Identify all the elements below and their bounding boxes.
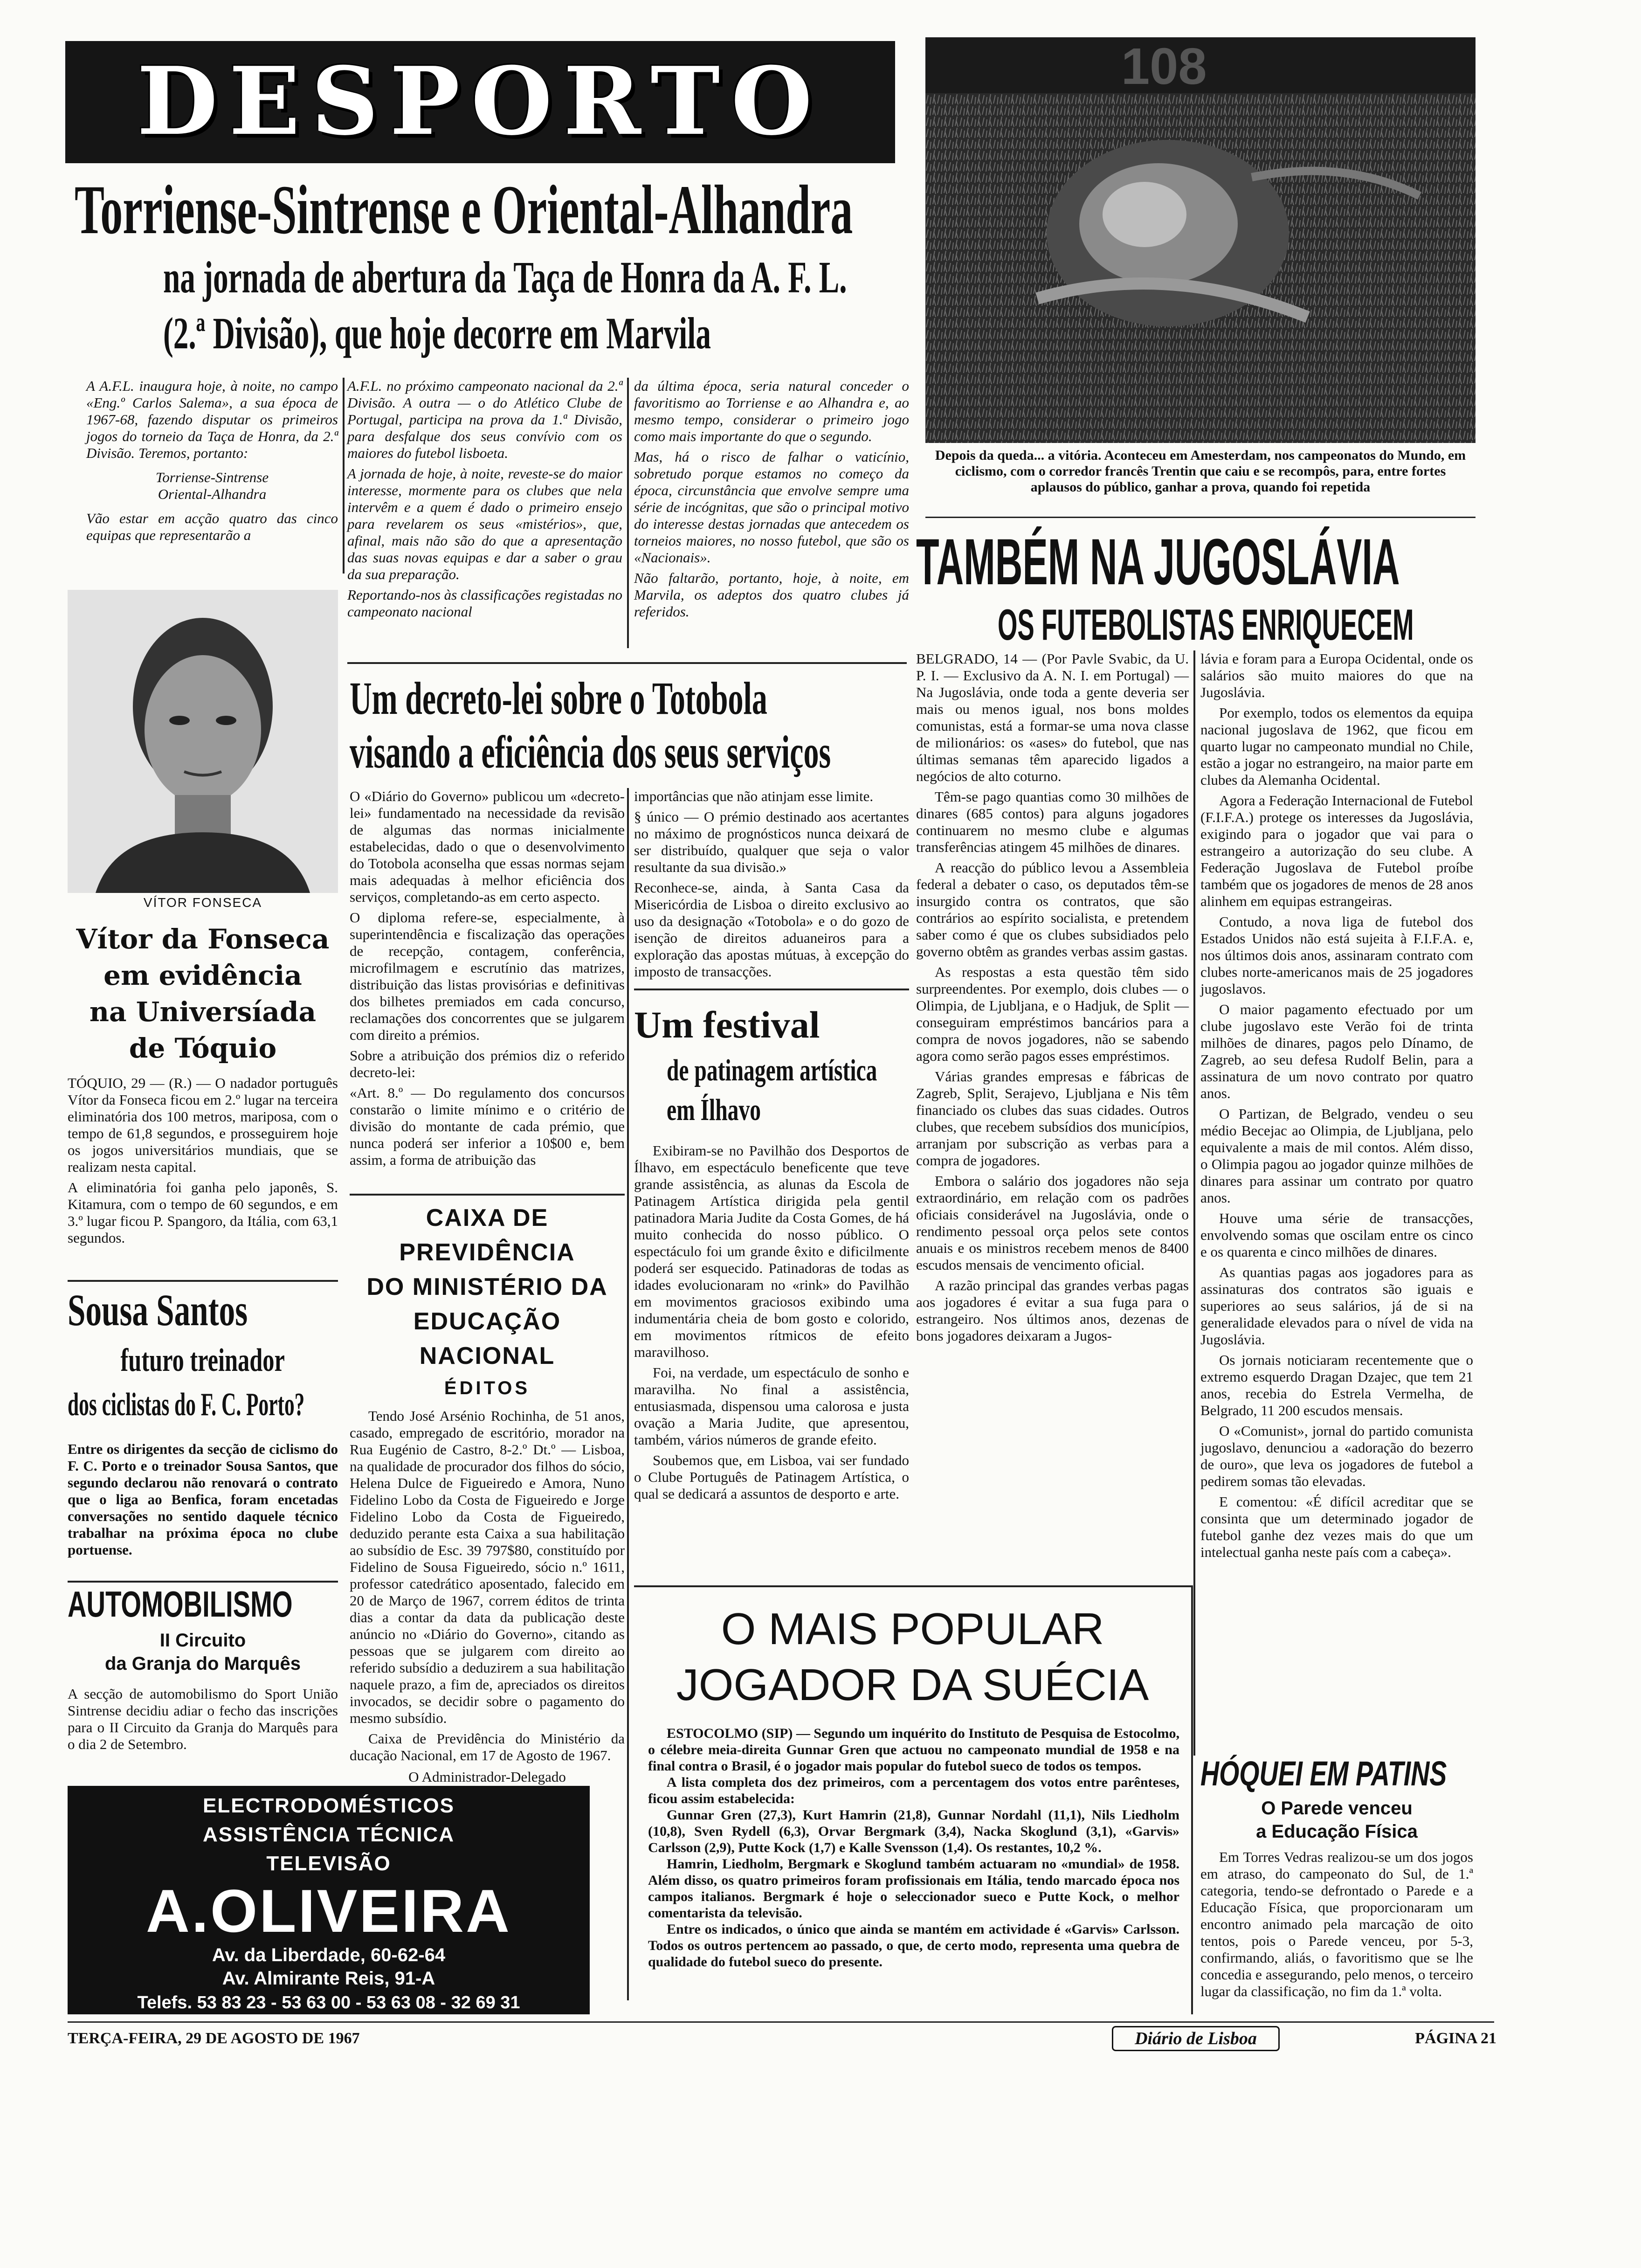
jugo-paragraph: O «Comunist», jornal do partido comunista jugoslavo, denunciou a «adoração do bezerro de ouro», que leva os jogadores de futebol a pedirem somas tão elevadas. — [1200, 1423, 1473, 1489]
lead-paragraph: A jornada de hoje, à noite, reveste-se do maior interesse, mormente para os clubes que nela intervêm e a quem é dado o primeiro ensejo para revelarem os seus «mistérios», que, afinal, mais não são do que a apresentação das suas novas equipas e dar a saber o grau da sua preparação. — [347, 465, 622, 582]
sousa-text: Entre os dirigentes da secção de ciclismo do F. C. Porto e o treinador Sousa Santos, que segundo declarou não renovará o contrato que o liga ao Benfica, foram encetadas conversações no sentido daquele técnico trabalhar na próxima época no clube portuense. — [68, 1441, 338, 1558]
ad-address-1: Av. da Liberdade, 60-62-64 — [212, 1945, 446, 1965]
lead-headline: Torriense-Sintrense e Oriental-Alhandra — [75, 171, 853, 249]
ad-address-2: Av. Almirante Reis, 91-A — [222, 1968, 435, 1989]
ad-telephones: Telefs. 53 83 23 - 53 63 00 - 53 63 08 - 32 69 31 — [137, 1993, 520, 2012]
totobola-column-1 — [350, 788, 625, 1198]
sousa-subtitle-2: dos ciclistas do F. C. Porto? — [68, 1387, 305, 1423]
lead-match-2: Oriental-Alhandra — [158, 486, 267, 502]
totobola-paragraph: «Art. 8.º — Do regulamento dos concursos constarão o limite mínimo e o critério de divisão do montante de cada prémio, que nunca poderá ser inferior a 10$00 e, bem assim, a forma de atribuição das — [350, 1085, 625, 1168]
ad-line-2: ASSISTÊNCIA TÉCNICA — [203, 1823, 455, 1846]
festival-paragraph: Foi, na verdade, um espectáculo de sonho e maravilha. No final a assistência, entusiasmada, dispensou uma calorosa e justa ovação a Maria Judite, que apresentou, também, vários números de grande efeito. — [634, 1364, 909, 1448]
jugo-subtitle: OS FUTEBOLISTAS ENRIQUECEM — [998, 600, 1414, 649]
totobola-title-1: Um decreto-lei sobre o Totobola — [350, 672, 767, 724]
totobola-column-2 — [634, 788, 909, 984]
caixa-title-2: DO MINISTÉRIO DA — [366, 1273, 608, 1300]
auto-title: AUTOMOBILISMO — [68, 1583, 293, 1625]
jugo-paragraph: E comentou: «É difícil acreditar que se consinta que um determinado jogador de futebol ganhe dez vezes mais do que um intelectual ganha neste país com a cabeça». — [1200, 1494, 1473, 1560]
sousa-title: Sousa Santos — [68, 1285, 248, 1335]
hoquei-subtitle-2: a Educação Física — [1256, 1821, 1418, 1842]
suecia-title-1: O MAIS POPULAR — [721, 1604, 1104, 1654]
lead-column-1 — [86, 378, 338, 574]
jugo-title: TAMBÉM NA JUGOSLÁVIA — [916, 525, 1400, 598]
lead-paragraph: da última época, seria natural conceder o favoritismo ao Torriense e ao Alhandra e, ao mesmo tempo, considerar o primeiro jogo como mais importante do que o segundo. — [634, 378, 909, 444]
jugo-paragraph: As quantias pagas aos jogadores para as assinaturas dos contratos são iguais e superiores ao seus salários, já de si na generalidade elevados para o nível de vida na Jugoslávia. — [1200, 1264, 1473, 1348]
suecia-paragraph: A lista completa dos dez primeiros, com a percentagem dos votos entre parênteses, ficou assim estabelecida: — [648, 1775, 1179, 1806]
portrait-image — [68, 590, 338, 893]
hoquei-subtitle-1: O Parede venceu — [1261, 1798, 1413, 1819]
lead-column-2 — [347, 378, 622, 648]
masthead-banner — [65, 41, 895, 163]
ad-line-1: ELECTRODOMÉSTICOS — [202, 1794, 455, 1817]
fonseca-photo-caption: VÍTOR FONSECA — [143, 895, 262, 910]
suecia-title-2: JOGADOR DA SUÉCIA — [676, 1660, 1149, 1710]
fonseca-photo — [68, 590, 338, 893]
hoquei-text: Em Torres Vedras realizou-se um dos jogos em atraso, do campeonato do Sul, de 1.ª categoria, tendo-se defrontado o Parede e a Educação Física, que proporcionaram um encontro animado pela marcação de oito tentos, pois o Parede venceu, por 5-3, confirmando, aliás, o favoritismo que se lhe concedia e assegurando, pelo menos, o terceiro lugar da classificação, no fim da 1.ª volta. — [1200, 1849, 1473, 1999]
lead-paragraph: A.F.L. no próximo campeonato nacional da 2.ª Divisão. A outra — o do Atlético Clube de Portugal, participa na prova da 1.ª Divisão, para desfalque dos seus convívio com os maiores do futebol lisboeta. — [347, 378, 622, 461]
jugo-paragraph: lávia e foram para a Europa Ocidental, onde os salários são muito maiores do que na Jugoslávia. — [1200, 650, 1473, 700]
totobola-paragraph: Sobre a atribuição dos prémios diz o referido decreto-lei: — [350, 1047, 625, 1080]
caixa-title-1: CAIXA DE PREVIDÊNCIA — [399, 1204, 575, 1266]
jugo-paragraph: Houve uma série de transacções, envolvendo somas que oscilam entre os cinco e os quarenta e cinco milhões de dinares. — [1200, 1210, 1473, 1260]
jugo-column-1 — [916, 650, 1189, 1583]
auto-subtitle-1: II Circuito — [159, 1630, 246, 1651]
lead-paragraph: Reportando-nos às classificações registadas no campeonato nacional — [347, 587, 622, 620]
festival-paragraph: Soubemos que, em Lisboa, vai ser fundado o Clube Português de Patinagem Artística, o qual se dedicará a assuntos de desporto e arte. — [634, 1452, 909, 1502]
jugo-paragraph: Têm-se pago quantias como 30 milhões de dinares (685 contos) para alguns jogadores continuarem no mesmo clube e algumas transferências atingem 45 milhões de dinares. — [916, 788, 1189, 855]
lead-match-1: Torriense-Sintrense — [155, 469, 269, 485]
jugo-paragraph: Os jornais noticiaram recentemente que o extremo esquerdo Dragan Dzajec, que tem 21 anos, recebia do Estrela Vermelha, de Belgrado, 11 200 escudos mensais. — [1200, 1352, 1473, 1418]
jugo-paragraph: A reacção do público levou a Assembleia federal a debater o caso, os deputados têm-se insurgido contra os contratos, que são contrários ao espírito socialista, e pretendem saber como é que os clubes subsidiados pelo governo obtêm as grandes verbas assim gastas. — [916, 859, 1189, 960]
festival-paragraph: Exibiram-se no Pavilhão dos Desportos de Ílhavo, em espectáculo beneficente que teve grande assistência, as alunas da Escola de Patinagem Artística dirigida pela gentil patinadora Maria Judite da Costa Gomes, de há muito conhecida do nosso público. O espectáculo foi um grande êxito e dificilmente poderá ser esquecido. Patinadoras de todas as idades evolucionaram no «rink» do Pavilhão em movimentos graciosos exibindo uma indumentária cheia de bom gosto e colorido, em movimentos rítmicos de efeito maravilhoso. — [634, 1142, 909, 1360]
caixa-editos: ÉDITOS — [444, 1378, 531, 1398]
hoquei-title: HÓQUEI EM PATINS — [1200, 1754, 1447, 1793]
jugo-paragraph: O maior pagamento efectuado por um clube jugoslavo este Verão foi de trinta milhões de dinares, pagos pelo Dínamo, de Zagreb, ao seu defesa Rudolf Belin, para a assinatura de um novo contrato por quatro anos. — [1200, 1001, 1473, 1101]
festival-text — [634, 1142, 909, 1571]
footer-paper-logo: Diário de Lisboa — [1112, 2026, 1280, 2051]
fonseca-paragraph: A eliminatória foi ganha pelo japonês, S. Kitamura, com o tempo de 60 segundos, e em 3.º lugar ficou P. Spangoro, da Itália, com 63,1 segundos. — [68, 1179, 338, 1246]
lead-paragraph: A A.F.L. inaugura hoje, à noite, no campo «Eng.º Carlos Salema», a sua época de 1967-68, fazendo disputar os primeiros jogos do torneio da Taça de Honra, da 2.ª Divisão. Teremos, portanto: — [86, 378, 338, 461]
suecia-paragraph: Hamrin, Liedholm, Bergmark e Skoglund também actuaram no «mundial» de 1958. Além disso, os quatro primeiros foram profissionais em Itália, tendo marcado época nos campos italianos. Bergmark é hoje o seleccionador sueco e Putte Kock, o melhor comentarista da televisão. — [648, 1856, 1179, 1921]
jugo-paragraph: Por exemplo, todos os elementos da equipa nacional jugoslava de 1962, que ficou em quarto lugar no campeonato mundial no Chile, estão a jogar no estrangeiro, na maior parte em clubes da Alemanha Ocidental. — [1200, 705, 1473, 788]
svg-text:108: 108 — [1121, 38, 1207, 95]
caixa-date: Caixa de Previdência do Ministério da ducação Nacional, em 17 de Agosto de 1967. — [350, 1730, 625, 1763]
lead-subhead-2: (2.ª Divisão), que hoje decorre em Marvila — [163, 308, 711, 358]
caixa-notice — [350, 1201, 625, 1785]
caixa-title-3: EDUCAÇÃO NACIONAL — [413, 1308, 561, 1369]
festival-title-2: de patinagem artística — [667, 1053, 877, 1087]
sousa-subtitle-1: futuro treinador — [120, 1342, 285, 1378]
footer-page-number: PÁGINA 21 — [1415, 2030, 1496, 2047]
cyclist-photo-caption: Depois da queda... a vitória. Aconteceu em Amesterdam, nos campeonatos do Mundo, em ciclismo, com o corredor francês Trentin que caiu e se recompôs, para, entre fortes aplausos do público, ganhar a prova, quando foi repetida — [935, 448, 1466, 495]
suecia-paragraph: Gunnar Gren (27,3), Kurt Hamrin (21,8), Gunnar Nordahl (11,1), Nils Liedholm (10,8), Sven Rydell (6,3), Orvar Bergmark (3,4), Nacka Skoglund (3,1), «Garvis» Carlsson (2,9), Putte Kock (1,7) e Kalle Svensson (1,4). Os restantes, 10,2 %. — [648, 1807, 1179, 1855]
jugo-paragraph: Várias grandes empresas e fábricas de Zagreb, Split, Serajevo, Ljubljana e Nis têm financiado os clubes das suas cidades. Outros clubes, que recebem subsídios dos municípios, arranjam por subscrição as verbas para a compra de jogadores. — [916, 1068, 1189, 1169]
totobola-paragraph: Reconhece-se, ainda, à Santa Casa da Misericórdia de Lisboa o direito exclusivo ao uso da designação «Totobola» e o do gozo de isenção de direitos aduaneiros para a exploração das apostas mútuas, à excepção do imposto de transacções. — [634, 879, 909, 980]
festival-title-3: em Ílhavo — [667, 1093, 761, 1127]
jugo-paragraph: Contudo, a nova liga de futebol dos Estados Unidos não está sujeita à F.I.F.A. e, nos últimos dois anos, assinaram contrato com clubes norte-americanos mais de 25 jogadores jugoslavos. — [1200, 913, 1473, 997]
ad-line-3: TELEVISÃO — [266, 1852, 391, 1875]
jugo-paragraph: A razão principal das grandes verbas pagas aos jogadores é evitar a sua fuga para o estrangeiro. Nos últimos anos, dezenas de bons jogadores deixaram a Jugos- — [916, 1277, 1189, 1344]
lead-column-3 — [634, 378, 909, 648]
oliveira-ad — [68, 1786, 590, 2014]
lead-paragraph: Vão estar em acção quatro das cinco equipas que representarão a — [86, 510, 338, 543]
totobola-paragraph: O diploma refere-se, especialmente, à superintendência e fiscalização das operações de recepção, contagem, conferência, microfilmagem e escrutínio das matrizes, distribuição das listas provisórias e definitivas dos bilhetes premiados em cada concurso, reclamações dos concorrentes que se julgarem com direito a prémios. — [350, 909, 625, 1043]
lead-paragraph: Não faltarão, portanto, hoje, à noite, em Marvila, os adeptos dos quatro clubes já referidos. — [634, 570, 909, 620]
totobola-paragraph: § único — O prémio destinado aos acertantes no máximo de prognósticos nunca deixará de ser distribuído, qualquer que seja o valor resultante da sua divisão.» — [634, 809, 909, 875]
suecia-paragraph: ESTOCOLMO (SIP) — Segundo um inquérito do Instituto de Pesquisa de Estocolmo, o célebre meia-direita Gunnar Gren que actuou no campeonato mundial de 1958 e na final contra o Brasil, é o jogador mais popular do futebol sueco de todos os tempos. — [648, 1726, 1179, 1774]
fonseca-paragraph: TÓQUIO, 29 — (R.) — O nadador português Vítor da Fonseca ficou em 2.º lugar na terceira eliminatória dos 100 metros, mariposa, com o tempo de 61,8 segundos, e prosseguirem hoje os jogos universitários mundiais, que se realizam nesta capital. — [68, 1075, 338, 1175]
totobola-paragraph: O «Diário do Governo» publicou um «decreto-lei» fundamentado na necessidade da revisão de algumas das normas inicialmente estabelecidas, dado o que o desenvolvimento do Totobola aconselha que essas normas sejam mais adequadas à melhor eficiência dos serviços, completando-as em certo aspecto. — [350, 788, 625, 905]
jugo-paragraph: O Partizan, de Belgrado, vendeu o seu médio Becejac ao Olimpia, de Ljubljana, pelo equivalente a mais de mil contos. Além disso, o Olimpia pagou ao jogador quinze milhões de dinares para assinar um contrato por quatro anos. — [1200, 1106, 1473, 1206]
festival-title-1: Um festival — [634, 1003, 820, 1046]
ad-brand: A.OLIVEIRA — [146, 1877, 511, 1945]
footer-date: TERÇA-FEIRA, 29 DE AGOSTO DE 1967 — [68, 2030, 360, 2047]
lead-subhead-1: na jornada de abertura da Taça de Honra da A. F. L. — [163, 252, 847, 302]
cyclist-photo — [925, 37, 1476, 443]
totobola-paragraph: importâncias que não atinjam esse limite. — [634, 788, 874, 804]
fonseca-title: Vítor da Fonseca em evidência na Universíada de Tóquio — [76, 923, 330, 1064]
fonseca-text — [68, 1075, 338, 1285]
jugo-paragraph: Embora o salário dos jogadores não seja extraordinário, em relação com os padrões oficiais considerável na Jugoslávia, onde o rendimento pessoal orça pelos sete contos anuais e os ministros recebem menos de 8400 escudos mensais de vencimento oficial. — [916, 1173, 1189, 1273]
totobola-title-2: visando a eficiência dos seus serviços — [350, 726, 831, 778]
cyclist-photo-image — [925, 37, 1476, 443]
jugo-paragraph: As respostas a esta questão têm sido surpreendentes. Por exemplo, dois clubes — o Olimpia, de Ljubljana, e o Hadjuk, de Split — conseguiram empréstimos bancários para a compra de novos jogadores, não se sabendo agora como serão pagos esses empréstimos. — [916, 964, 1189, 1064]
auto-text: A secção de automobilismo do Sport União Sintrense decidiu adiar o fecho das inscrições para o II Circuito da Granja do Marquês para o dia 2 de Setembro. — [68, 1686, 338, 1752]
suecia-box — [634, 1585, 1191, 2014]
lead-paragraph: Mas, há o risco de falhar o vaticínio, sobretudo porque estamos no começo da época, circunstância que envolve sempre uma série de incógnitas, que são o principal motivo do interesse destas jornadas que antecedem os torneios maiores, no nosso futebol, que são os «Nacionais». — [634, 449, 909, 566]
jugo-paragraph: Agora a Federação Internacional de Futebol (F.I.F.A.) protege os interesses da Jugoslávia, exigindo para o jogador que vai para o estrangeiro a autorização do seu clube. A Federação Jugoslava de Futebol proíbe também que os jogadores de menos de 28 anos alinhem em equipas estrangeiras. — [1200, 792, 1473, 909]
jugo-paragraph: BELGRADO, 14 — (Por Pavle Svabic, da U. P. I. — Exclusivo da A. N. I. em Portugal) — Na Jugoslávia, onde toda a gente deveria ser mais ou menos igual, nos bons moldes comunistas, está a formar-se uma nova classe de milionários: os «ases» do futebol, que nas últimas semanas têm aparecido ligados a negócios de alto coturno. — [916, 650, 1189, 784]
auto-subtitle-2: da Granja do Marquês — [104, 1653, 301, 1674]
caixa-signature-1: O Administrador-Delegado — [408, 1769, 566, 1785]
jugo-column-2 — [1200, 650, 1473, 1751]
suecia-paragraph: Entre os indicados, o único que ainda se mantém em actividade é «Garvis» Carlsson. Todos os outros pertencem ao passado, o que, de certo modo, representa uma quebra de qualidade do futebol sueco do presente. — [648, 1922, 1179, 1970]
masthead-title: DESPORTO — [137, 47, 824, 156]
caixa-text: Tendo José Arsénio Rochinha, de 51 anos, casado, empregado de escritório, morador na Rua Eugénio de Castro, 8-2.º Dt.º — Lisboa, na qualidade de procurador dos filhos do sócio, Helena Dulce de Figueiredo e Amora, Nuno Fidelino Lobo da Costa de Figueiredo e Jorge Fidelino Lobo da Costa de Figueiredo, deduzido perante esta Caixa a sua habilitação ao subsídio de Esc. 39 797$80, constituído por Fidelino de Sousa Figueiredo, sócio n.º 1611, professor catedrático aposentado, falecido em 20 de Março de 1967, correm éditos de trinta dias a contar da data da publicação deste anúncio no «Diário do Governo», citando as pessoas que se julgarem com direito ao referido subsídio a deduzirem a sua habilitação naquele prazo, a fim de, apreciados os direitos invocados, se decidir sobre o pagamento do mesmo subsídio. — [350, 1408, 625, 1726]
